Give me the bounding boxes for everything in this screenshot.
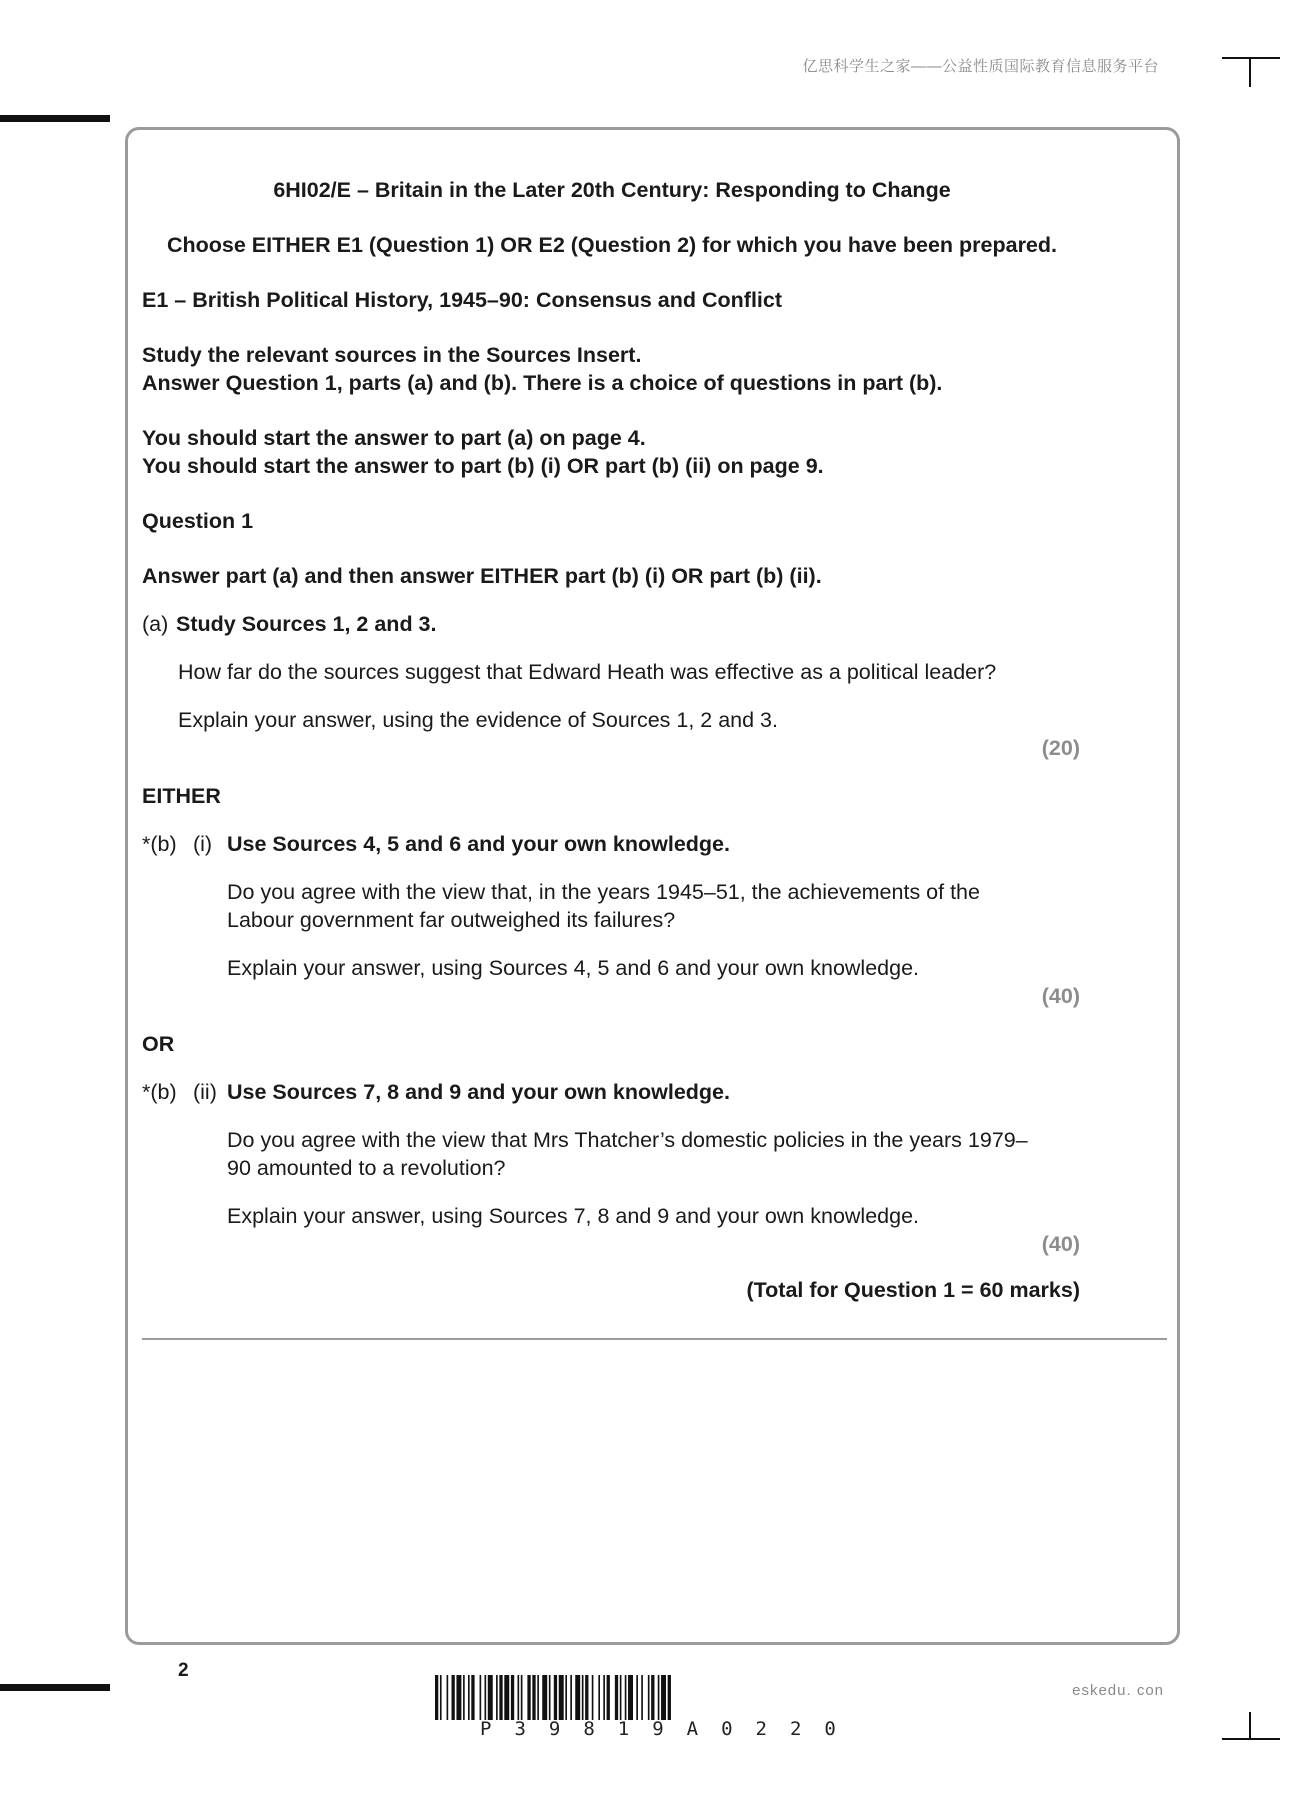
or-label: OR [142,1032,175,1056]
barcode-text: P39819A0220 [480,1718,859,1740]
part-a-question: How far do the sources suggest that Edward Heath was effective as a political leader? [178,660,997,684]
crop-mark-bottom-h [1222,1738,1280,1740]
total-divider [142,1338,1167,1340]
part-a-marks: (20) [1041,736,1080,760]
start-block [142,424,1082,480]
start-a-instruction: You should start the answer to part (a) on page 4. [142,426,646,450]
part-a-heading [142,610,1082,638]
start-b-instruction: You should start the answer to part (b) (i) OR part (b) (ii) on page 9. [142,454,824,478]
total-marks: (Total for Question 1 = 60 marks) [746,1278,1080,1302]
part-b1-heading [142,830,1082,858]
part-a-number: (a) [142,612,169,636]
part-b1-sub: (i) [193,832,213,856]
part-b1-marks: (40) [1041,984,1080,1008]
study-instruction: Study the relevant sources in the Sources Insert. [142,343,642,367]
part-b1-number: *(b) [142,832,177,856]
question-instruction: Answer part (a) and then answer EITHER part (b) (i) OR part (b) (ii). [142,564,822,588]
watermark-top: 亿思科学生之家——公益性质国际教育信息服务平台 [802,58,1159,75]
study-block [142,341,1082,397]
crop-mark-top-h [1222,57,1280,59]
part-b1-explain: Explain your answer, using Sources 4, 5 and 6 and your own knowledge. [227,956,920,980]
question-content [142,176,1082,1304]
paper-title: 6HI02/E – Britain in the Later 20th Century: Responding to Change [273,178,951,202]
part-b2-title: Use Sources 7, 8 and 9 and your own knowledge. [227,1080,730,1104]
barcode-image [435,1675,870,1720]
part-b1-question: Do you agree with the view that, in the years 1945–51, the achievements of the Labour government far outweighed its failures? [227,880,980,932]
crop-mark-top-v [1249,57,1251,87]
choose-instruction: Choose EITHER E1 (Question 1) OR E2 (Question 2) for which you have been prepared. [166,233,1057,257]
either-label: EITHER [142,784,221,808]
part-b2-number: *(b) [142,1080,177,1104]
part-a-explain: Explain your answer, using the evidence of Sources 1, 2 and 3. [178,708,778,732]
part-b2-question: Do you agree with the view that Mrs Thatcher’s domestic policies in the years 1979–90 amounted to a revolution? [227,1128,1028,1180]
part-b2-explain: Explain your answer, using Sources 7, 8 and 9 and your own knowledge. [227,1204,920,1228]
watermark-bottom: eskedu. con [1072,1682,1164,1699]
part-a-title: Study Sources 1, 2 and 3. [176,612,437,636]
part-b2-marks: (40) [1041,1232,1080,1256]
part-b2-sub: (ii) [193,1080,217,1104]
page-number: 2 [178,1660,189,1681]
part-b1-title: Use Sources 4, 5 and 6 and your own knowledge. [227,832,730,856]
question-label: Question 1 [142,509,254,533]
section-heading: E1 – British Political History, 1945–90: Consensus and Conflict [142,288,783,312]
answer-parts-instruction: Answer Question 1, parts (a) and (b). There is a choice of questions in part (b). [142,371,943,395]
edge-bar-bottom [0,1684,110,1691]
part-b2-heading [142,1078,1082,1106]
edge-bar-top [0,115,110,122]
crop-mark-bottom-v [1249,1712,1251,1740]
